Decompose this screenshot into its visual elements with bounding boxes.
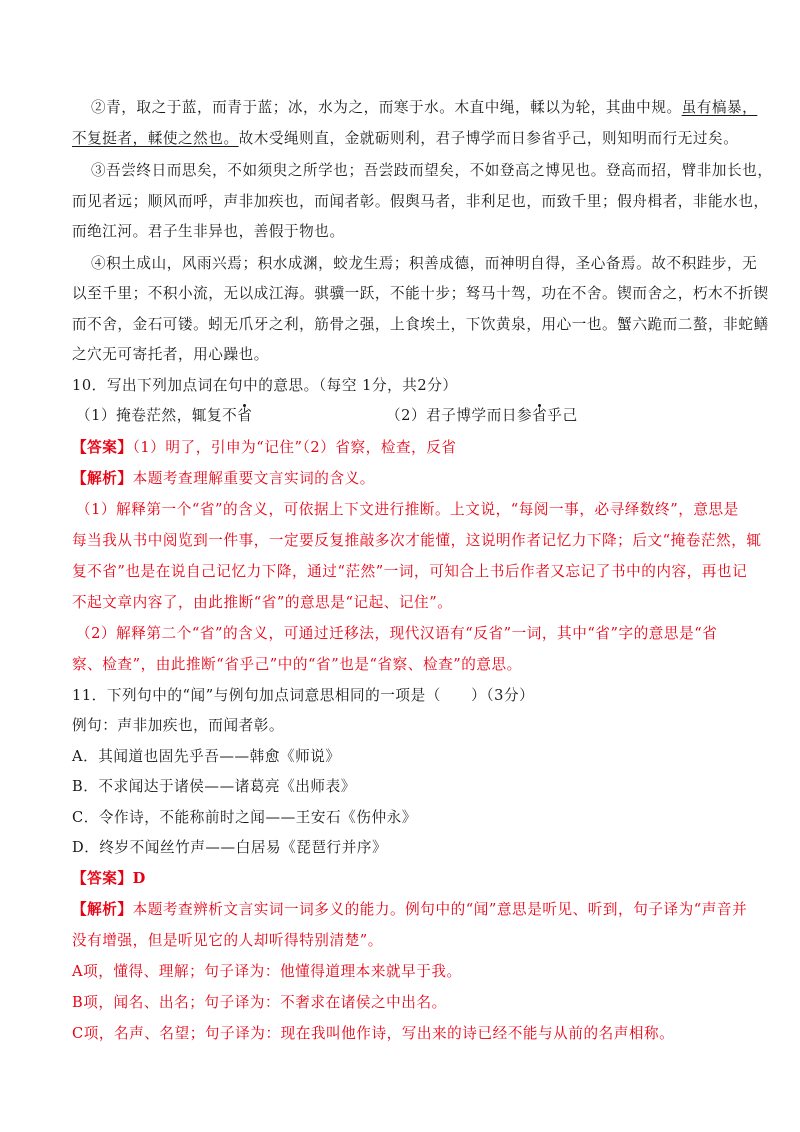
option-c: C．令作诗，不能称前时之闻——王安石《伤仲永》 xyxy=(72,809,417,826)
answer-tag: 【答案】 xyxy=(72,870,133,887)
q11-example: 例句：声非加疾也，而闻者彰。 xyxy=(72,717,285,734)
analysis-text: 本题考查辨析文言实词一词多义的能力。例句中的“闻”意思是听见、听到，句子译为“声音并 xyxy=(132,901,748,918)
q10-answer xyxy=(72,438,457,458)
analysis-line: 不起文章内容了，由此推断“省”的意思是“记起、记住”。 xyxy=(72,594,453,611)
option-d: D．终岁不闻丝竹声——白居易《琵琶行并序》 xyxy=(72,839,388,856)
option-b: B．不求闻达于诸侯——诸葛亮《出师表》 xyxy=(72,778,356,795)
explain-c: C项，名声、名望；句子译为：现在我叫他作诗，写出来的诗已经不能与从前的名声相称。 xyxy=(72,1025,675,1042)
q10-item-2-text: （2）君子博学而日参 xyxy=(386,407,533,424)
answer-tag: 【答案】 xyxy=(72,439,133,456)
analysis-line: （2）解释第二个“省”的含义，可通过迁移法，现代汉语有“反省”一词，其中“省”字的意思是“省 xyxy=(76,625,718,642)
explain-a: A项，懂得、理解；句子译为：他懂得道理本来就早于我。 xyxy=(72,963,462,980)
analysis-text: 本题考查理解重要文言实词的含义。 xyxy=(132,470,375,487)
passage-line: 以至千里；不积小流，无以成江海。骐骥一跃，不能十步；驽马十驾，功在不舍。锲而舍之，朽木不折锲 xyxy=(72,285,769,302)
answer-text: D xyxy=(132,870,146,887)
answer-text: （1）明了，引申为“记住”（2）省察，检查，反省 xyxy=(132,439,457,456)
q11-analysis xyxy=(72,900,747,920)
passage-line: 之穴无可寄托者，用心躁也。 xyxy=(72,346,269,363)
analysis-tag: 【解析】 xyxy=(72,901,133,918)
q10-item-2-tail: 乎己 xyxy=(547,407,578,424)
analysis-line: （1）解释第一个“省”的含义，可依据上下文进行推断。上文说，“每阅一事，必寻绎数终”，意思是 xyxy=(76,501,739,518)
q10-analysis xyxy=(72,469,375,489)
question-10: 10．写出下列加点词在句中的意思。（每空 1分，共2分） xyxy=(72,377,458,394)
q10-item-1-text: （1）掩卷茫然，辄复不 xyxy=(76,407,238,424)
passage-line xyxy=(72,129,738,149)
analysis-line: 每当我从书中阅览到一件事，一定要反复推敲多次才能懂，这说明作者记忆力下降；后文“掩卷茫然，辄 xyxy=(72,532,762,549)
analysis-line: 复不省”也是在说自己记忆力下降，通过“茫然”一词，可知合上书后作者又忘记了书中的内容，再也记 xyxy=(72,563,748,580)
q10-item-1 xyxy=(76,406,252,426)
passage-line: 而绝江河。君子生非异也，善假于物也。 xyxy=(72,223,345,240)
underlined-text: 不复挺者，輮使之然也。 xyxy=(72,130,239,147)
q11-answer xyxy=(72,869,146,889)
passage-line: ③吾尝终日而思矣，不如须臾之所学也；吾尝跂而望矣，不如登高之博见也。登高而招，臂非加长也， xyxy=(91,162,773,179)
passage-text: ②青，取之于蓝，而青于蓝；冰，水为之，而寒于水。木直中绳，輮以为轮，其曲中规。 xyxy=(91,99,682,116)
passage-line: 而不舍，金石可镂。蚓无爪牙之利，筋骨之强，上食埃土，下饮黄泉，用心一也。蟹六跪而二螯，非蛇鳝 xyxy=(72,316,769,333)
passage-line xyxy=(91,98,757,118)
dotted-word: 省 xyxy=(237,407,253,424)
analysis-tag: 【解析】 xyxy=(72,470,133,487)
option-a: A．其闻道也固先乎吾——韩愈《师说》 xyxy=(72,748,341,765)
passage-line: ④积土成山，风雨兴焉；积水成渊，蛟龙生焉；积善成德，而神明自得，圣心备焉。故不积跬步，无 xyxy=(91,255,758,272)
question-11: 11．下列句中的“闻”与例句加点词意思相同的一项是（ ）（3分） xyxy=(72,687,535,704)
passage-text: 故木受绳则直，金就砺则利，君子博学而日参省乎己，则知明而行无过矣。 xyxy=(238,130,739,147)
dotted-word: 省 xyxy=(532,407,548,424)
passage-line: 而见者远；顺风而呼，声非加疾也，而闻者彰。假舆马者，非利足也，而致千里；假舟楫者，非能水也， xyxy=(72,193,769,210)
q10-item-2 xyxy=(386,406,578,426)
explain-b: B项，闻名、出名；句子译为：不奢求在诸侯之中出名。 xyxy=(72,994,447,1011)
analysis-line: 没有增强，但是听见它的人却听得特别清楚”。 xyxy=(72,932,383,949)
analysis-line: 察、检查”，由此推断“省乎己”中的“省”也是“省察、检查”的意思。 xyxy=(72,656,522,673)
underlined-text: 虽有槁暴， xyxy=(681,99,758,116)
